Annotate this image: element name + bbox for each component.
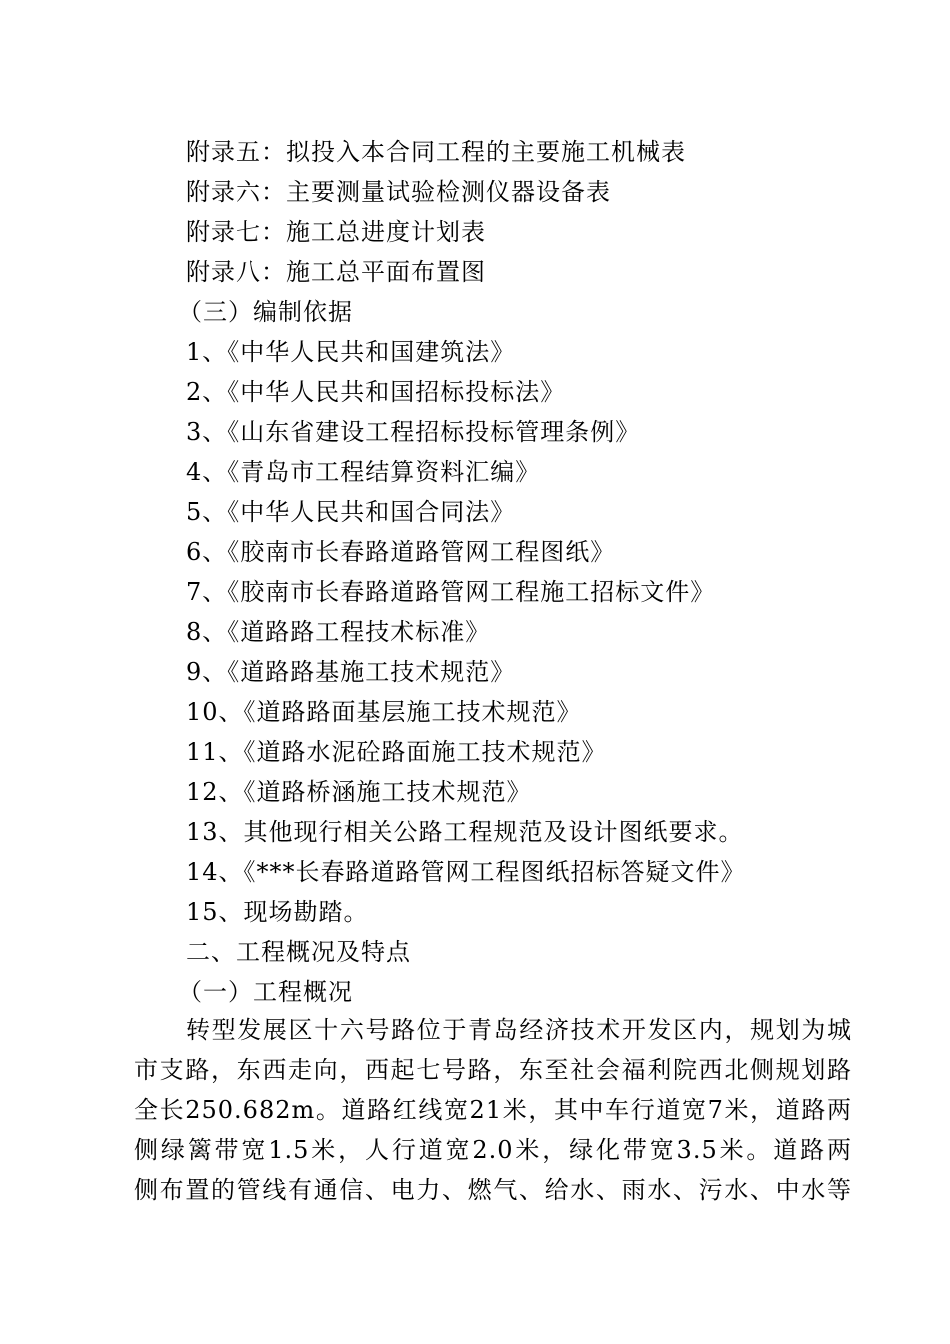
appendix-6: 附录六：主要测量试验检测仪器设备表 [186,178,611,206]
basis-item-6: 6、《胶南市长春路道路管网工程图纸》 [186,538,616,566]
basis-item-3: 3、《山东省建设工程招标投标管理条例》 [186,418,641,446]
basis-item-2: 2、《中华人民共和国招标投标法》 [186,378,566,406]
subsection-overview-heading: （一）工程概况 [178,978,353,1006]
basis-item-14: 14、《***长春路道路管网工程图纸招标答疑文件》 [186,858,746,886]
section-basis-heading: （三）编制依据 [178,298,353,326]
appendix-8: 附录八：施工总平面布置图 [186,258,486,286]
paragraph-line: 市支路，东西走向，西起七号路，东至社会福利院西北侧规划路 [134,1056,852,1084]
basis-item-7: 7、《胶南市长春路道路管网工程施工招标文件》 [186,578,716,606]
basis-item-9: 9、《道路路基施工技术规范》 [186,658,516,686]
basis-item-1: 1、《中华人民共和国建筑法》 [186,338,516,366]
basis-item-15: 15、现场勘踏。 [186,898,369,926]
basis-item-5: 5、《中华人民共和国合同法》 [186,498,516,526]
paragraph-line: 侧绿篱带宽1.5米，人行道宽2.0米，绿化带宽3.5米。道路两 [134,1136,852,1164]
basis-item-10: 10、《道路路面基层施工技术规范》 [186,698,582,726]
basis-item-12: 12、《道路桥涵施工技术规范》 [186,778,532,806]
basis-item-13: 13、其他现行相关公路工程规范及设计图纸要求。 [186,818,744,846]
paragraph-line: 侧布置的管线有通信、电力、燃气、给水、雨水、污水、中水等 [134,1176,852,1204]
basis-item-11: 11、《道路水泥砼路面施工技术规范》 [186,738,607,766]
appendix-5: 附录五：拟投入本合同工程的主要施工机械表 [186,138,686,166]
section-overview-heading: 二、工程概况及特点 [186,938,411,966]
paragraph-line: 全长250.682m。道路红线宽21米，其中车行道宽7米，道路两 [134,1096,852,1124]
appendix-7: 附录七：施工总进度计划表 [186,218,486,246]
basis-item-8: 8、《道路路工程技术标准》 [186,618,491,646]
basis-item-4: 4、《青岛市工程结算资料汇编》 [186,458,541,486]
paragraph-line: 转型发展区十六号路位于青岛经济技术开发区内，规划为城 [186,1016,852,1044]
overview-paragraph [134,1010,852,1210]
